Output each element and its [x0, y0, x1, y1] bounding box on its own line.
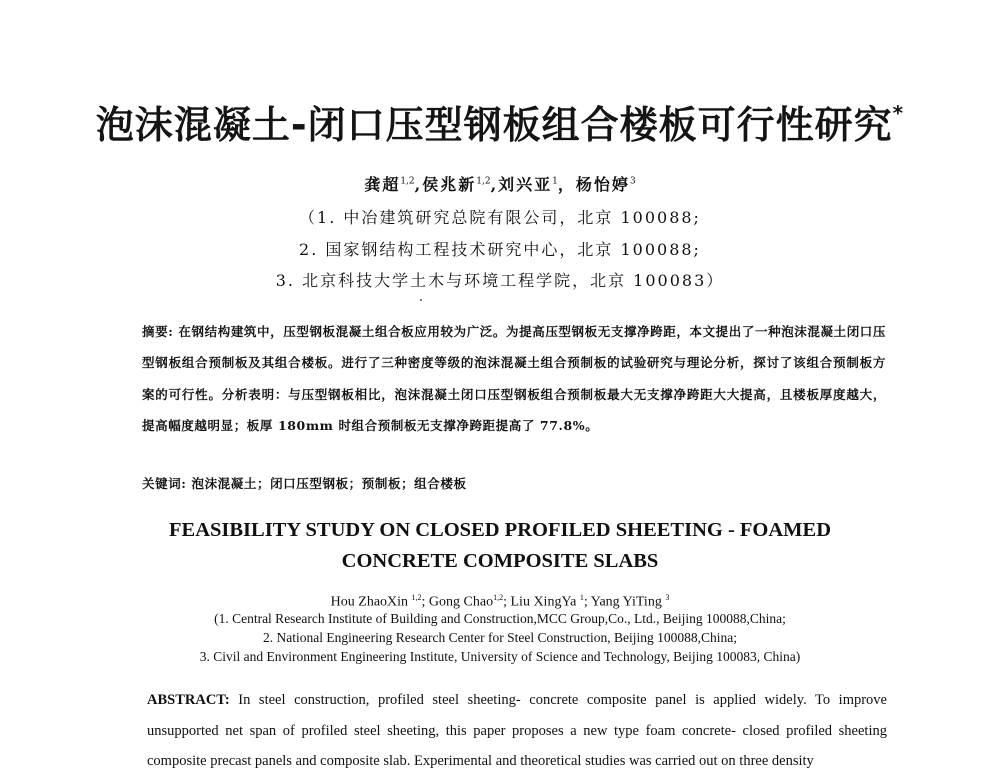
- author-name: Hou ZhaoXin: [330, 594, 412, 610]
- chinese-title: [0, 94, 1000, 149]
- chinese-keywords-label: 关键词:: [142, 476, 187, 491]
- author-name: ; Gong Chao: [421, 594, 494, 610]
- english-affiliation-2: 2. National Engineering Research Center for Steel Construction, Beijing 100088,China;: [263, 630, 737, 645]
- chinese-affiliation-1: （1. 中冶建筑研究总院有限公司，北京 100088;: [299, 208, 701, 227]
- chinese-title-text: 泡沫混凝土-闭口压型钢板组合楼板可行性研究: [95, 103, 893, 147]
- chinese-authors: [0, 172, 1000, 195]
- english-abstract-text: In steel construction, profiled steel sheeting- concrete composite panel is applied widely. To improve unsupported net span of profiled steel sheeting, this paper proposes a new type foam concrete- closed profiled sheeting composite precast panels and composite slab. Experimental and theoretical studies was carried out on three density: [147, 692, 887, 770]
- author-name: 侯兆新: [422, 175, 477, 194]
- author-name: 刘兴亚: [498, 175, 553, 194]
- author-affiliation-mark: 1,2: [411, 593, 422, 602]
- author-affiliation-mark: 3: [629, 176, 636, 187]
- author-name: ; Yang YiTing: [583, 594, 666, 610]
- chinese-affiliation-2: 2. 国家钢结构工程技术研究中心，北京 100088;: [299, 240, 701, 259]
- english-authors: [0, 593, 1000, 611]
- chinese-affiliation-3: 3. 北京科技大学土木与环境工程学院，北京 100083）: [275, 271, 725, 290]
- chinese-keywords-text: 泡沫混凝土；闭口压型钢板；预制板；组合楼板: [191, 476, 467, 491]
- title-footnote-mark: *: [892, 101, 905, 125]
- author-affiliation-mark: 1,2: [493, 593, 504, 602]
- author-affiliation-mark: 1: [579, 593, 584, 602]
- english-affiliation-3: 3. Civil and Environment Engineering Institute, University of Science and Technology, Beijing 100083, China): [199, 649, 801, 664]
- author-affiliation-mark: 1,2: [400, 176, 415, 187]
- chinese-keywords: [142, 474, 886, 492]
- author-separator: ,: [490, 175, 499, 194]
- chinese-abstract-label: 摘要:: [142, 324, 174, 339]
- author-affiliation-mark: 3: [665, 593, 670, 602]
- english-title-line-2: CONCRETE COMPOSITE SLABS: [341, 550, 659, 572]
- english-affiliation-1: (1. Central Research Institute of Building and Construction,MCC Group,Co., Ltd., Beijing 100088,China;: [214, 611, 786, 626]
- author-separator: ，: [557, 175, 576, 194]
- author-separator: ,: [414, 175, 423, 194]
- stray-dot: [420, 299, 422, 301]
- chinese-abstract: [142, 316, 886, 441]
- english-title-line-1: FEASIBILITY STUDY ON CLOSED PROFILED SHEETING - FOAMED: [169, 519, 831, 541]
- author-affiliation-mark: 1: [552, 176, 558, 187]
- english-abstract: [147, 685, 887, 777]
- english-abstract-label: ABSTRACT:: [147, 692, 230, 708]
- author-name: 龚超: [364, 175, 401, 194]
- author-name: ; Liu XingYa: [503, 594, 580, 610]
- author-name: 杨怡婷: [575, 175, 630, 194]
- author-affiliation-mark: 1,2: [476, 176, 491, 187]
- chinese-abstract-text: 在钢结构建筑中，压型钢板混凝土组合板应用较为广泛。为提高压型钢板无支撑净跨距，本文提出了一种泡沫混凝土闭口压型钢板组合预制板及其组合楼板。进行了三种密度等级的泡沫混凝土组合预制板的试验研究与理论分析，探讨了该组合预制板方案的可行性。分析表明：与压型钢板相比，泡沫混凝土闭口压型钢板组合预制板最大无支撑净跨距大大提高，且楼板厚度越大，提高幅度越明显；板厚 180mm 时组合预制板无支撑净跨距提高了 77.8%。: [142, 324, 887, 433]
